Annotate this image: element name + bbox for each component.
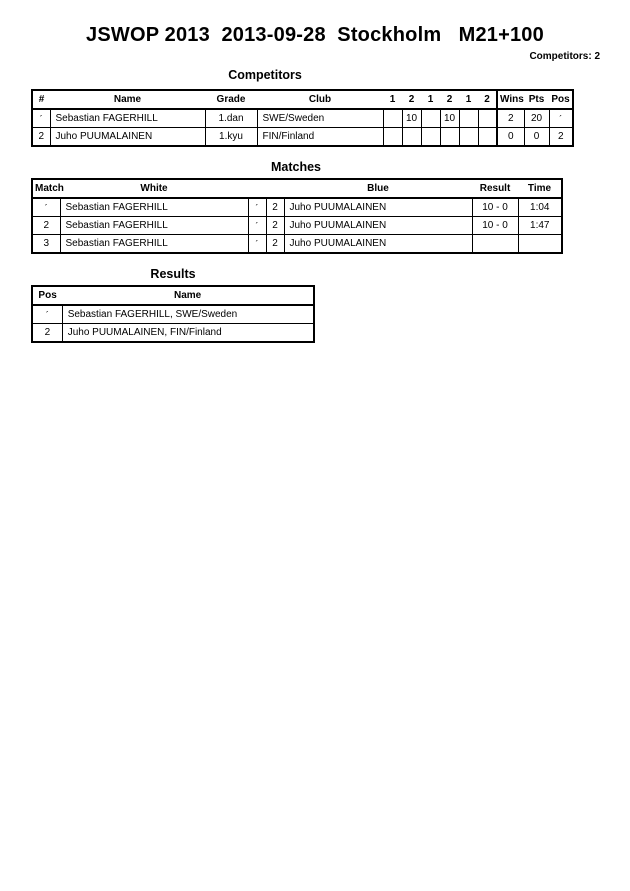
match-time: [518, 235, 562, 254]
column-header: Match: [35, 183, 64, 194]
result-position: ´: [32, 305, 62, 324]
matches-title: Matches: [270, 160, 322, 174]
match-time: 1:04: [518, 198, 562, 217]
match-time: 1:47: [518, 217, 562, 235]
competitors-count: Competitors: 2: [529, 51, 600, 62]
score-cell: [478, 109, 497, 128]
blue-competitor: Juho PUUMALAINEN: [284, 198, 472, 217]
column-header: White: [140, 183, 168, 194]
result-name: Juho PUUMALAINEN, FIN/Finland: [62, 324, 314, 343]
match-result: 10 - 0: [472, 217, 518, 235]
competitor-position: ´: [549, 109, 573, 128]
white-number: ´: [248, 235, 266, 254]
score-cell: [459, 128, 478, 147]
table-row: [32, 305, 314, 324]
blue-number: 2: [266, 198, 284, 217]
competitor-points: 0: [524, 128, 549, 147]
competitor-points: 20: [524, 109, 549, 128]
blue-number: 2: [266, 235, 284, 254]
blue-competitor: Juho PUUMALAINEN: [284, 235, 472, 254]
column-header: Name: [113, 94, 142, 105]
table-row: [32, 217, 562, 235]
column-header: Time: [527, 183, 552, 194]
results-title: Results: [150, 267, 196, 281]
matches-header-row: [32, 179, 562, 198]
match-number: 3: [32, 235, 60, 254]
table-row: [32, 235, 562, 254]
competitor-club: SWE/Sweden: [257, 109, 383, 128]
column-header: Pos: [551, 94, 570, 105]
column-header: 1: [465, 94, 472, 105]
page-title: JSWOP 2013 2013-09-28 Stockholm M21+100: [86, 24, 544, 46]
table-row: [32, 198, 562, 217]
column-header: Name: [173, 290, 202, 301]
results-header-row: [32, 286, 314, 305]
match-result: [472, 235, 518, 254]
competitor-number: ´: [32, 109, 50, 128]
matches-table: [31, 178, 563, 254]
column-header: Club: [308, 94, 332, 105]
column-header: Result: [479, 183, 511, 194]
score-cell: [421, 128, 440, 147]
column-header: Wins: [497, 90, 524, 109]
match-result: 10 - 0: [472, 198, 518, 217]
competitor-wins: 0: [497, 128, 524, 147]
column-header: Blue: [367, 183, 389, 194]
blue-number: 2: [266, 217, 284, 235]
competitor-name: Sebastian FAGERHILL: [50, 109, 205, 128]
score-cell: [440, 128, 459, 147]
competitor-club: FIN/Finland: [257, 128, 383, 147]
competitors-title: Competitors: [228, 68, 302, 82]
results-table: [31, 285, 315, 343]
score-cell: [421, 109, 440, 128]
column-header: Grade: [216, 94, 246, 105]
match-number: 2: [32, 217, 60, 235]
table-row: [32, 109, 573, 128]
score-cell: [478, 128, 497, 147]
table-row: [32, 324, 314, 343]
white-number: ´: [248, 198, 266, 217]
table-row: [32, 128, 573, 147]
competitor-grade: 1.kyu: [205, 128, 257, 147]
white-competitor: Sebastian FAGERHILL: [60, 235, 248, 254]
competitors-table: [31, 89, 574, 147]
column-header: 2: [446, 94, 453, 105]
competitors-header-row: [32, 90, 573, 109]
white-competitor: Sebastian FAGERHILL: [60, 198, 248, 217]
white-competitor: Sebastian FAGERHILL: [60, 217, 248, 235]
column-header: Pos: [38, 290, 57, 301]
white-number: ´: [248, 217, 266, 235]
score-cell: [459, 109, 478, 128]
competitor-wins: 2: [497, 109, 524, 128]
score-cell: [383, 109, 402, 128]
result-position: 2: [32, 324, 62, 343]
blue-competitor: Juho PUUMALAINEN: [284, 217, 472, 235]
score-cell: [383, 128, 402, 147]
column-header: 2: [408, 94, 415, 105]
result-name: Sebastian FAGERHILL, SWE/Sweden: [62, 305, 314, 324]
competitor-grade: 1.dan: [205, 109, 257, 128]
score-cell: [402, 128, 421, 147]
score-cell: 10: [402, 109, 421, 128]
score-cell: 10: [440, 109, 459, 128]
competitor-number: 2: [32, 128, 50, 147]
match-number: ´: [32, 198, 60, 217]
competitor-name: Juho PUUMALAINEN: [50, 128, 205, 147]
column-header: 1: [389, 94, 396, 105]
column-header: Pts: [528, 94, 545, 105]
column-header: 1: [427, 94, 434, 105]
column-header: #: [38, 94, 45, 105]
column-header: 2: [484, 94, 490, 105]
competitor-position: 2: [549, 128, 573, 147]
